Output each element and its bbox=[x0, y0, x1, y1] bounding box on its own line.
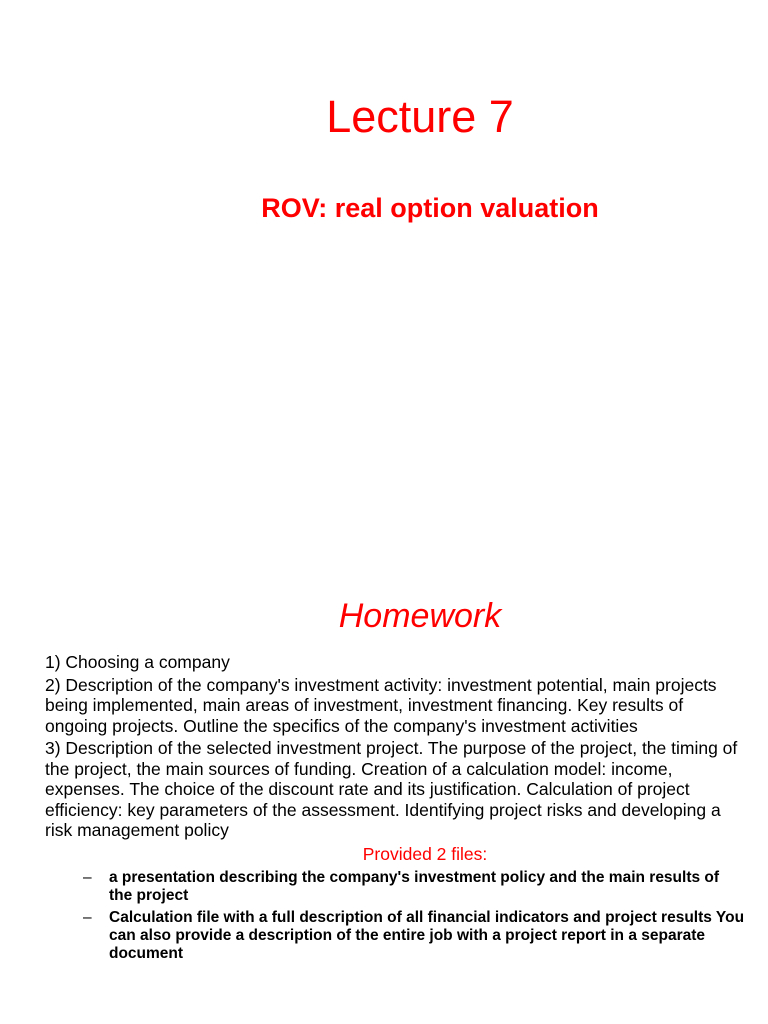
slide-homework bbox=[0, 580, 768, 1024]
files-list bbox=[45, 869, 745, 963]
homework-title: Homework bbox=[338, 597, 502, 635]
homework-item: 2) Description of the company's investment activity: investment potential, main projects being implemented, main areas of investment, investment financing. Key results of ongoing projects. Outline the specifics of the company's investment activities bbox=[45, 674, 717, 736]
file-description: a presentation describing the company's investment policy and the main results of the project bbox=[109, 868, 720, 904]
dash-bullet: – bbox=[83, 908, 92, 926]
homework-body bbox=[45, 652, 745, 967]
dash-bullet: – bbox=[83, 868, 92, 886]
homework-item: 1) Choosing a company bbox=[45, 652, 230, 672]
file-description: Calculation file with a full description of all financial indicators and project results You can also provide a description of the entire job with a project report in a separate document bbox=[109, 908, 745, 962]
lecture-subtitle: ROV: real option valuation bbox=[261, 193, 599, 223]
list-item bbox=[45, 909, 745, 963]
files-label: Provided 2 files: bbox=[362, 843, 488, 864]
lecture-title: Lecture 7 bbox=[326, 91, 514, 142]
homework-item: 3) Description of the selected investment project. The purpose of the project, the timing of the project, the main sources of funding. Creation of a calculation model: income, expenses. The choice of the discount rate and its justification. Calculation of project efficiency: key parameters of the assessment. Identifying project risks and developing a risk management policy bbox=[45, 738, 738, 840]
list-item bbox=[45, 869, 745, 905]
